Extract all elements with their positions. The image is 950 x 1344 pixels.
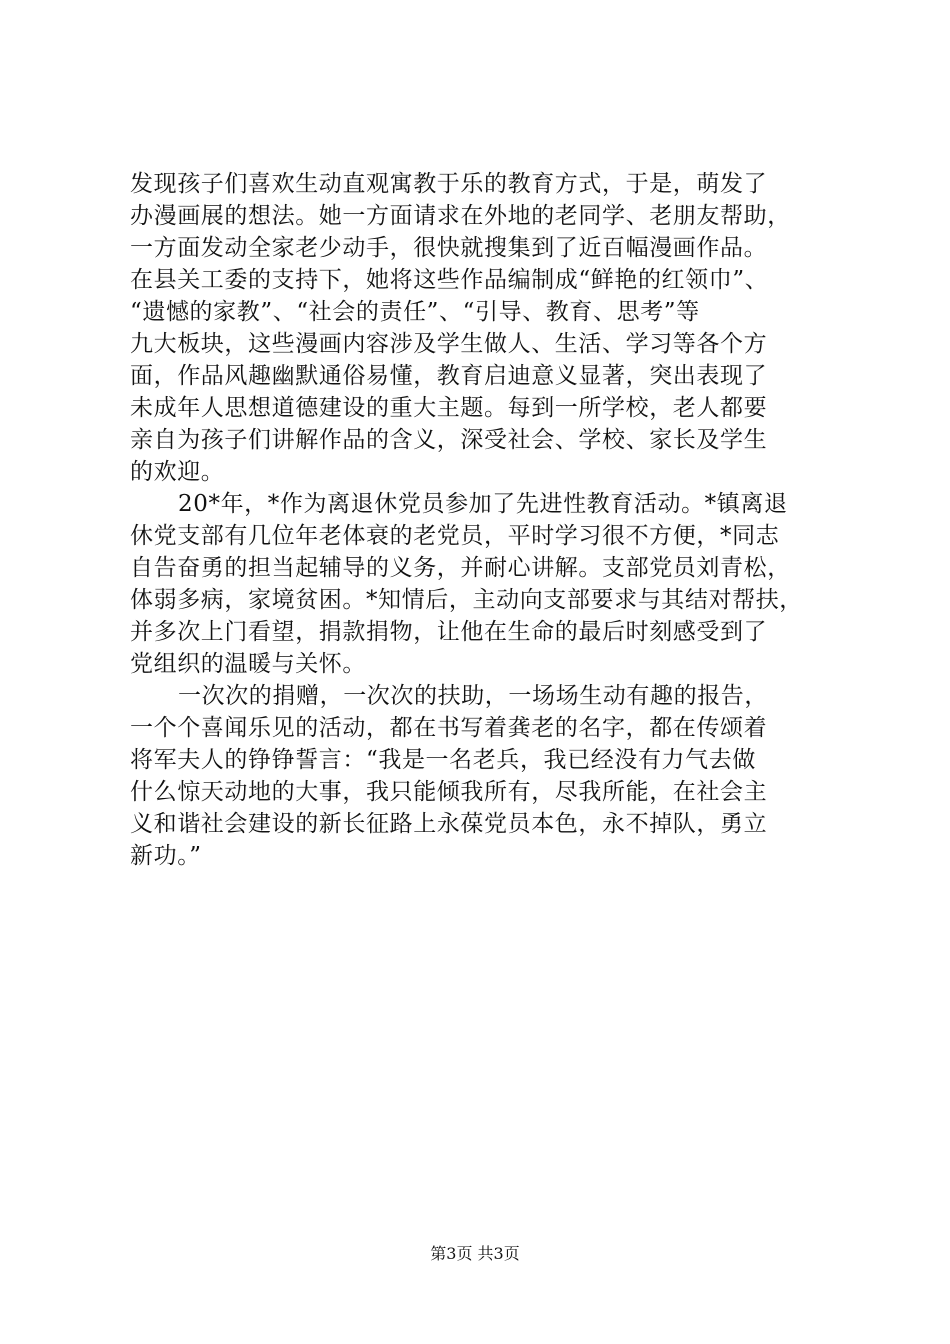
text-line: 亲自为孩子们讲解作品的含义，深受社会、学校、家长及学生: [130, 427, 768, 453]
paragraph-start-line: 20*年，*作为离退休党员参加了先进性教育活动。*镇离退: [178, 491, 788, 517]
text-line: 义和谐社会建设的新长征路上永葆党员本色，永不掉队，勇立: [130, 811, 768, 837]
text-line: 并多次上门看望，捐款捐物，让他在生命的最后时刻感受到了: [130, 619, 768, 645]
document-body: [130, 168, 830, 872]
text-line: 一个个喜闻乐见的活动，都在书写着龚老的名字，都在传颂着: [130, 715, 768, 741]
text-line: 在县关工委的支持下，她将这些作品编制成“鲜艳的红领巾”、: [130, 267, 769, 293]
text-line: 面，作品风趣幽默通俗易懂，教育启迪意义显著，突出表现了: [130, 363, 768, 389]
text-line: 九大板块，这些漫画内容涉及学生做人、生活、学习等各个方: [130, 331, 768, 357]
text-line: 休党支部有几位年老体衰的老党员，平时学习很不方便，*同志: [130, 523, 780, 549]
text-line: 体弱多病，家境贫困。*知情后，主动向支部要求与其结对帮扶，: [130, 587, 803, 613]
text-line: 办漫画展的想法。她一方面请求在外地的老同学、老朋友帮助，: [130, 203, 791, 229]
text-line: 一方面发动全家老少动手，很快就搜集到了近百幅漫画作品。: [130, 235, 768, 261]
text-line: 自告奋勇的担当起辅导的义务，并耐心讲解。支部党员刘青松，: [130, 555, 791, 581]
text-line: 将军夫人的铮铮誓言：“我是一名老兵，我已经没有力气去做: [130, 747, 756, 773]
text-line: 的欢迎。: [130, 459, 225, 485]
text-line: 新功。”: [130, 843, 202, 869]
text-line: “遗憾的家教”、“社会的责任”、“引导、教育、思考”等: [130, 299, 700, 325]
text-line: 党组织的温暖与关怀。: [130, 651, 366, 677]
text-line: 未成年人思想道德建设的重大主题。每到一所学校，老人都要: [130, 395, 768, 421]
text-line: 发现孩子们喜欢生动直观寓教于乐的教育方式，于是，萌发了: [130, 171, 768, 197]
page-number-footer: 第3页 共3页: [430, 1244, 520, 1263]
text-line: 什么惊天动地的大事，我只能倾我所有，尽我所能，在社会主: [130, 779, 768, 805]
paragraph-start-line: 一次次的捐赠，一次次的扶助，一场场生动有趣的报告，: [178, 683, 768, 709]
